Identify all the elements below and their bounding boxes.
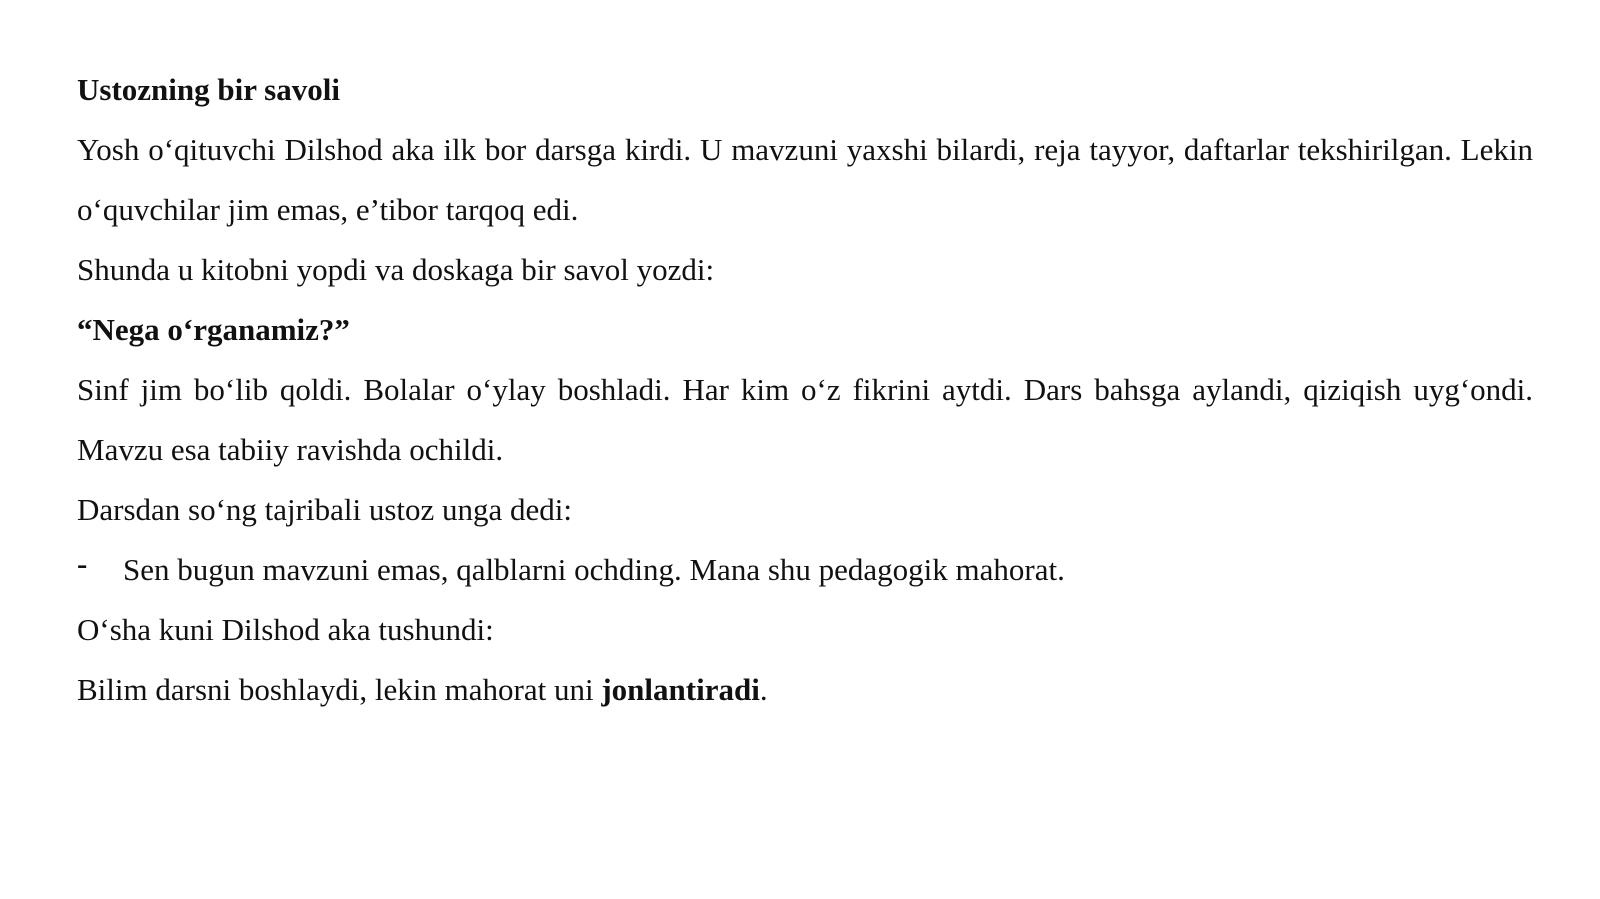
paragraph-realization-lead: O‘sha kuni Dilshod aka tushundi:: [77, 612, 494, 647]
conclusion-emphasis: jonlantiradi: [601, 672, 760, 707]
dash-bullet-icon: -: [77, 546, 88, 581]
paragraph-class-discussion: Sinf jim bo‘lib qoldi. Bolalar o‘ylay boshladi. Har kim o‘z fikrini aytdi. Dars bahsga aylandi, qiziqish uyg‘ondi. Mavzu esa tabiiy ravishda ochildi.: [77, 372, 1533, 467]
paragraph-conclusion: [77, 660, 1533, 720]
board-question: “Nega o‘rganamiz?”: [77, 312, 350, 347]
mentor-quote-item: [77, 540, 1533, 600]
paragraph-mentor-lead: Darsdan so‘ng tajribali ustoz unga dedi:: [77, 492, 573, 527]
conclusion-text: Bilim darsni boshlaydi, lekin mahorat uni: [77, 672, 602, 707]
conclusion-period: .: [759, 672, 768, 707]
document-body: [77, 60, 1533, 720]
paragraph-board-question-lead: Shunda u kitobni yopdi va doskaga bir savol yozdi:: [77, 252, 715, 287]
mentor-quote-text: Sen bugun mavzuni emas, qalblarni ochding. Mana shu pedagogik mahorat.: [123, 552, 1065, 587]
story-title: Ustozning bir savoli: [77, 72, 340, 107]
paragraph-intro: Yosh o‘qituvchi Dilshod aka ilk bor darsga kirdi. U mavzuni yaxshi bilardi, reja tayyor, daftarlar tekshirilgan. Lekin o‘quvchilar jim emas, e’tibor tarqoq edi.: [77, 132, 1533, 227]
